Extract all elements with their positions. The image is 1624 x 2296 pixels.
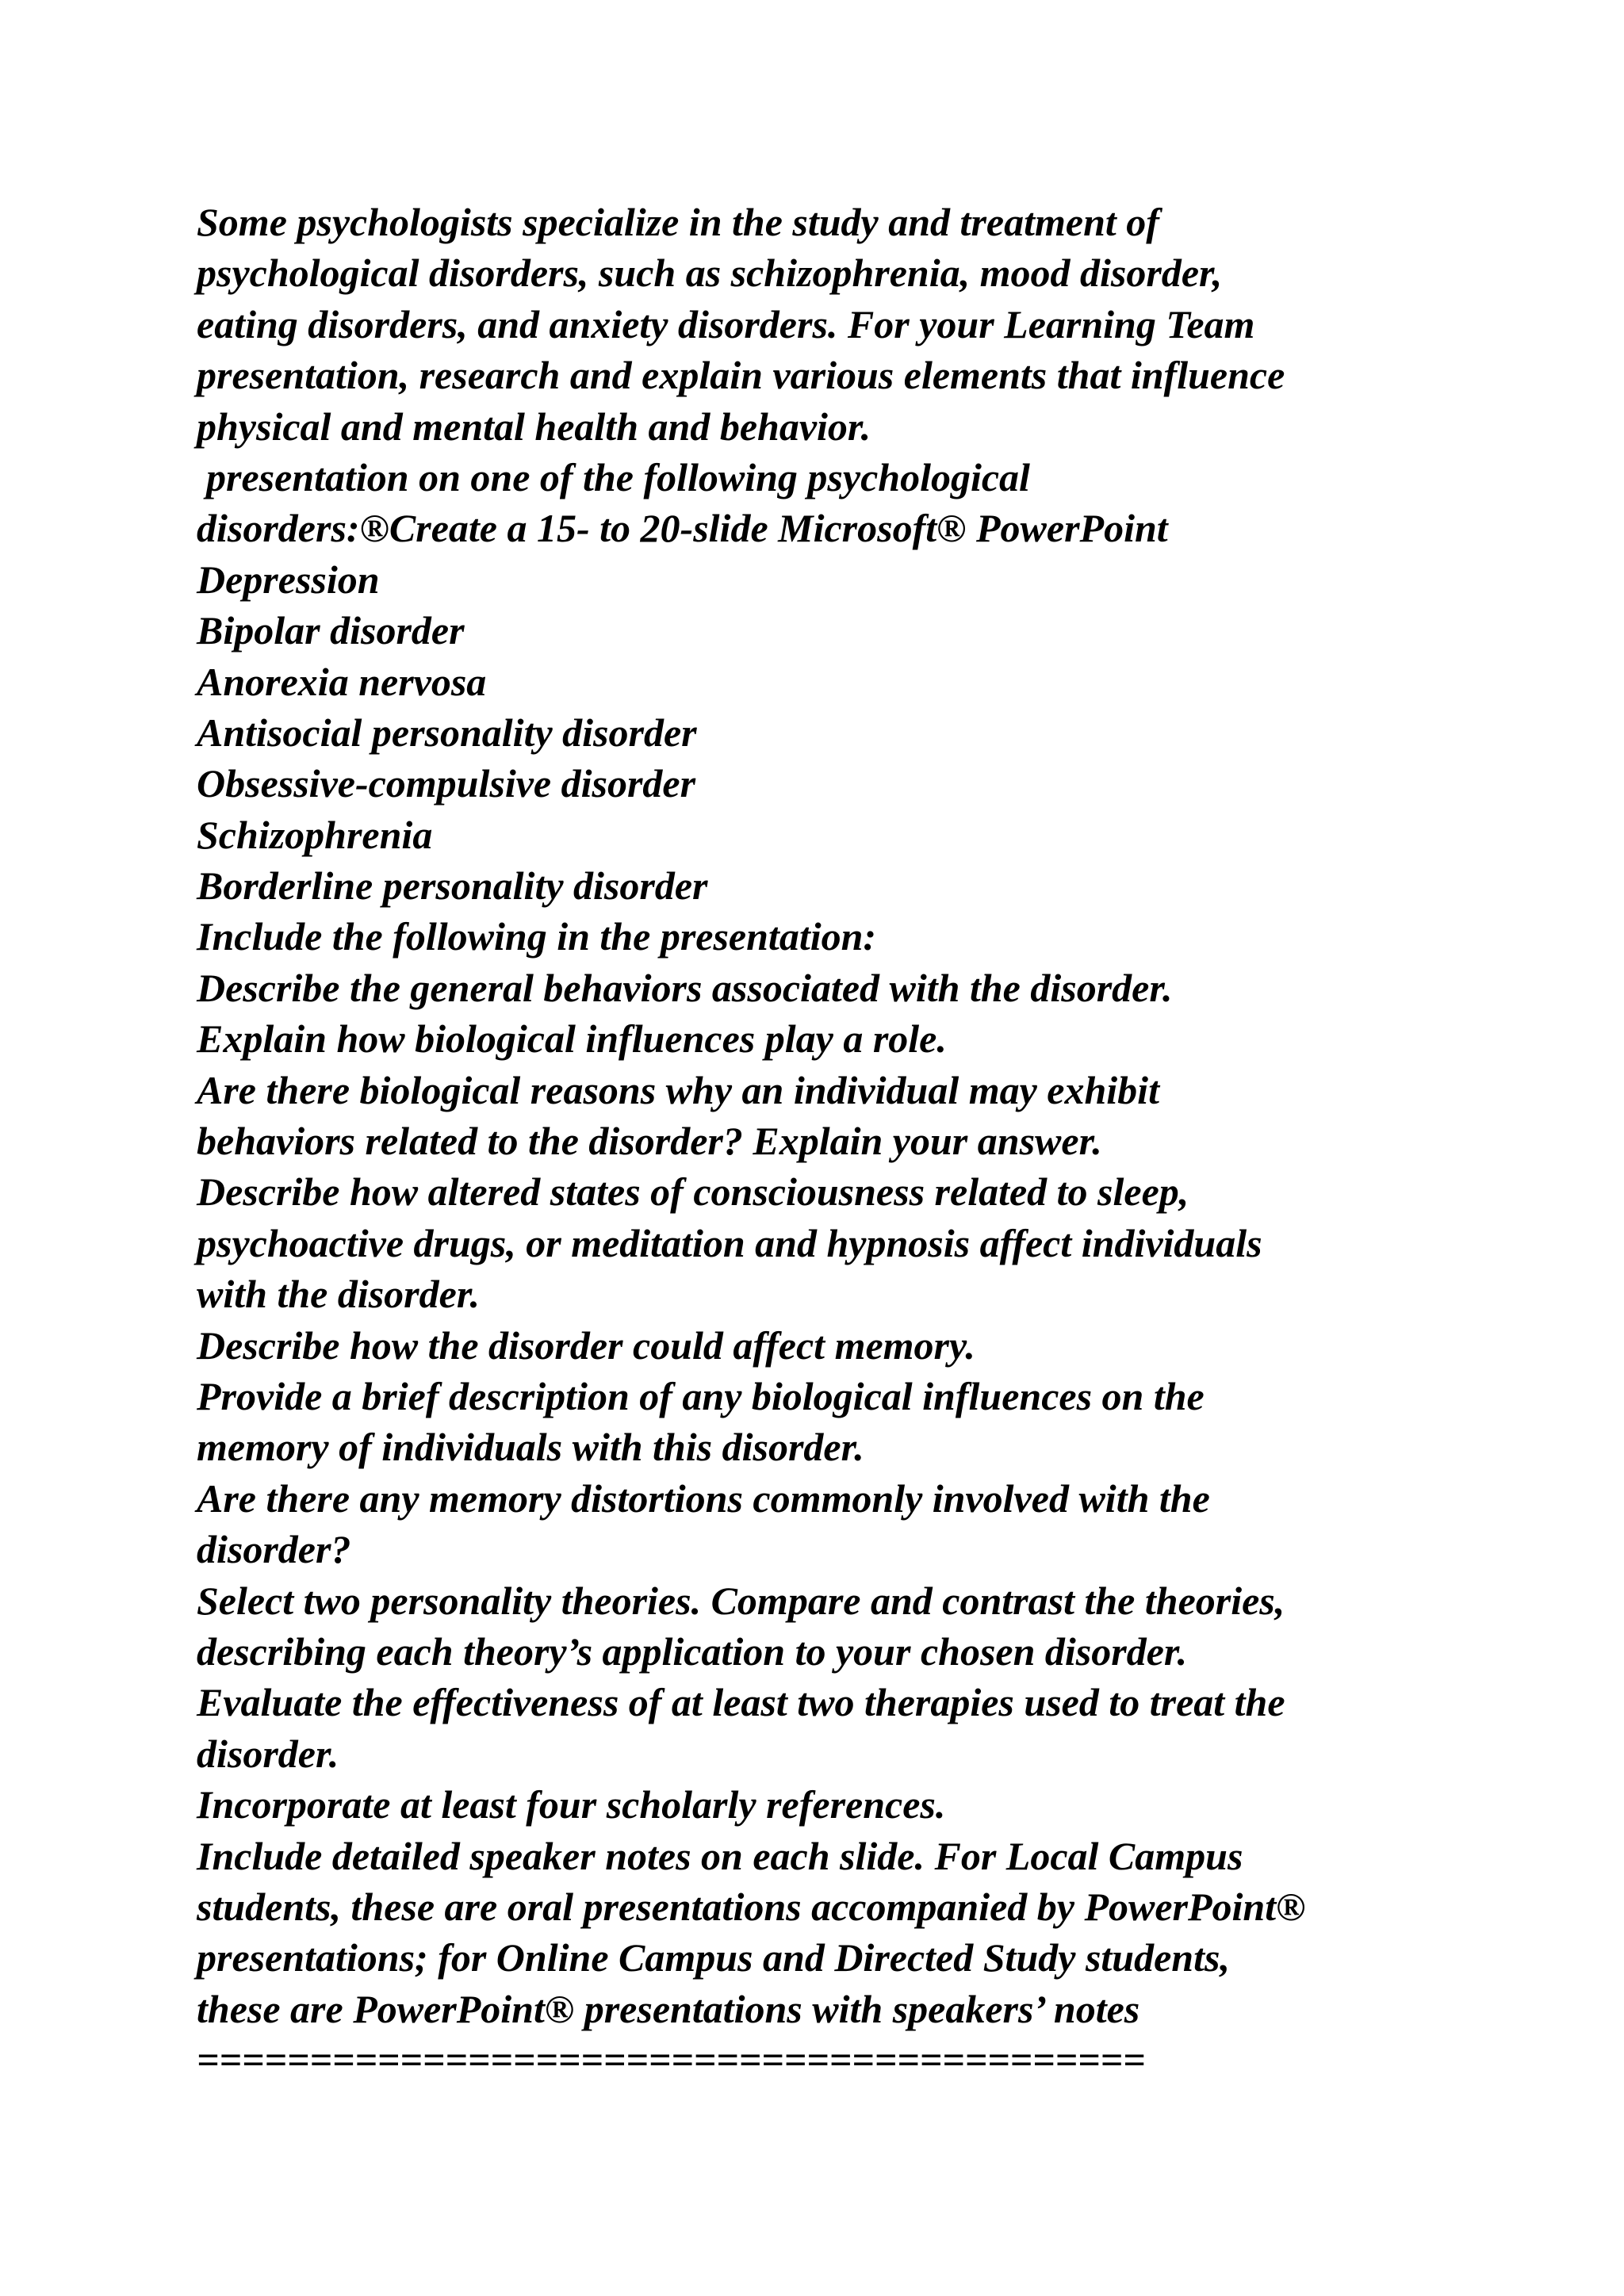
text-line: psychoactive drugs, or meditation and hypnosis affect individuals [197, 1220, 1262, 1265]
text-line: presentation on one of the following psychological [206, 454, 1030, 499]
text-line: Some psychologists specialize in the study and treatment of [197, 200, 1159, 244]
text-line: behaviors related to the disorder? Explain your answer. [197, 1119, 1102, 1164]
disorder-list-item: Depression [197, 557, 380, 602]
text-line: presentations; for Online Campus and Directed Study students, [197, 1935, 1230, 1980]
text-line: eating disorders, and anxiety disorders. For your Learning Team [197, 301, 1255, 346]
text-line: psychological disorders, such as schizophrenia, mood disorder, [197, 251, 1223, 296]
text-line: Describe how the disorder could affect memory. [197, 1322, 975, 1368]
text-line: Provide a brief description of any biological influences on the [197, 1373, 1205, 1418]
text-line: disorder? [197, 1527, 351, 1572]
text-line: presentation, research and explain various elements that influence [197, 353, 1285, 398]
disorder-list-item: Schizophrenia [197, 812, 433, 857]
text-line: Describe the general behaviors associated with the disorder. [197, 965, 1173, 1010]
text-line: memory of individuals with this disorder. [197, 1425, 864, 1470]
text-line: Are there any memory distortions commonly involved with the [197, 1475, 1210, 1521]
disorder-list-item: Antisocial personality disorder [197, 710, 697, 755]
disorder-list-item: Bipolar disorder [197, 608, 465, 653]
disorder-list-item: Obsessive-compulsive disorder [197, 761, 696, 806]
text-line: Include the following in the presentation: [197, 914, 877, 959]
text-line: Include detailed speaker notes on each slide. For Local Campus [197, 1833, 1243, 1878]
text-line: these are PowerPoint® presentations with speakers’ notes [197, 1986, 1140, 2031]
document-body [197, 197, 1465, 2085]
text-line: describing each theory’s application to your chosen disorder. [197, 1628, 1188, 1674]
text-line: physical and mental health and behavior. [197, 404, 871, 449]
text-line: disorder. [197, 1731, 339, 1776]
text-line: disorders:®Create a 15- to 20-slide Microsoft® PowerPoint [197, 506, 1168, 551]
text-line: Are there biological reasons why an individual may exhibit [197, 1067, 1159, 1112]
text-line: Explain how biological influences play a role. [197, 1016, 947, 1062]
text-line: Incorporate at least four scholarly references. [197, 1782, 946, 1827]
text-line: students, these are oral presentations accompanied by PowerPoint® [197, 1884, 1306, 1929]
text-line: Evaluate the effectiveness of at least two therapies used to treat the [197, 1680, 1285, 1725]
text-line: Describe how altered states of consciousness related to sleep, [197, 1169, 1189, 1215]
disorder-list-item: Anorexia nervosa [197, 659, 487, 704]
separator-rule: ========================================== [197, 2038, 1146, 2083]
text-line: Select two personality theories. Compare and contrast the theories, [197, 1578, 1285, 1623]
text-line: with the disorder. [197, 1272, 481, 1317]
disorder-list-item: Borderline personality disorder [197, 863, 708, 909]
